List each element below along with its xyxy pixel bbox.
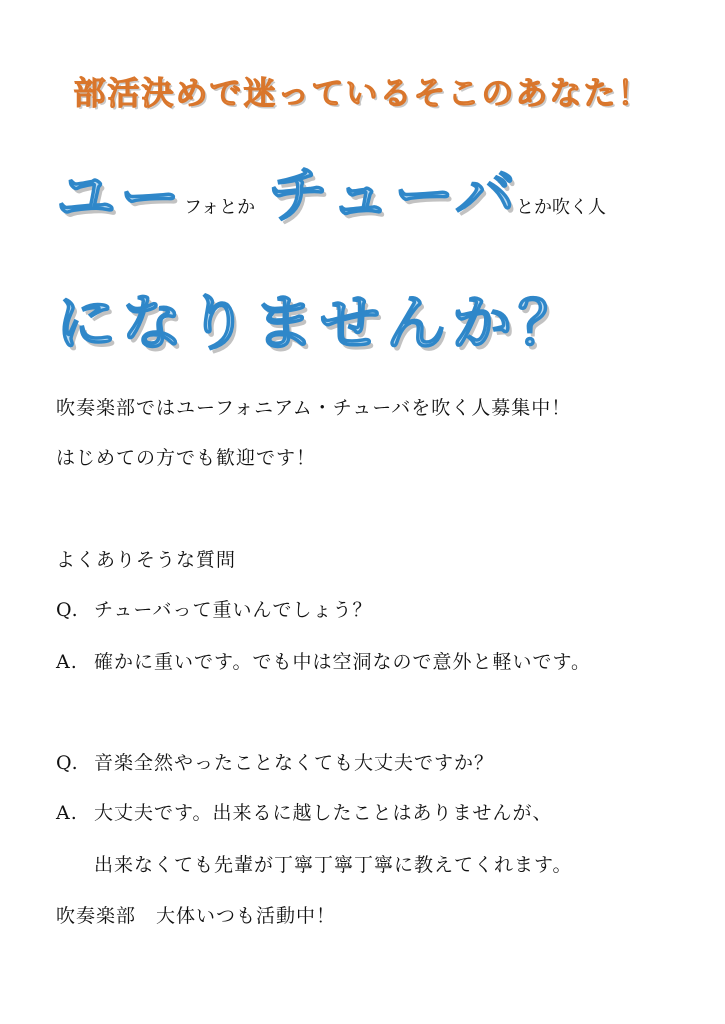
intro-line-2: はじめての方でも歓迎です！ <box>56 447 317 469</box>
flyer-tagline: 部活決めで迷っているそこのあなた！ <box>73 74 652 112</box>
faq-answer-2 <box>56 798 552 825</box>
answer-text: 確かに重いです。でも中は空洞なので意外と軽いです。 <box>94 651 591 673</box>
headline-tokafuku-small: とか吹く人 <box>516 197 606 218</box>
headline-line2: になりませんか？ <box>56 289 584 359</box>
flyer-footer: 吹奏楽部 大体いつも活動中！ <box>56 905 337 927</box>
faq-question-1 <box>56 595 372 622</box>
faq-heading: よくありそうな質問 <box>56 549 237 571</box>
question-text: チューバって重いんでしょう？ <box>94 599 373 621</box>
faq-question-2 <box>56 748 494 775</box>
answer-mark-label: A. <box>56 651 78 673</box>
question-mark-label: Q. <box>56 599 79 621</box>
answer-text: 大丈夫です。出来るに越したことはありませんが、 <box>94 802 553 824</box>
faq-answer-2-continued: 出来なくても先輩が丁寧丁寧丁寧に教えてくれます。 <box>94 854 573 876</box>
faq-answer-1 <box>56 647 591 674</box>
headline-yu: ユー <box>56 163 184 233</box>
answer-mark-label: A. <box>56 802 78 824</box>
question-text: 音楽全然やったことなくても大丈夫ですか？ <box>94 752 495 774</box>
headline-tuba: チューバ <box>268 161 520 231</box>
intro-line-1: 吹奏楽部ではユーフォニアム・チューバを吹く人募集中！ <box>56 397 572 419</box>
question-mark-label: Q. <box>56 752 79 774</box>
headline-fo-small: フォとか <box>184 197 256 218</box>
